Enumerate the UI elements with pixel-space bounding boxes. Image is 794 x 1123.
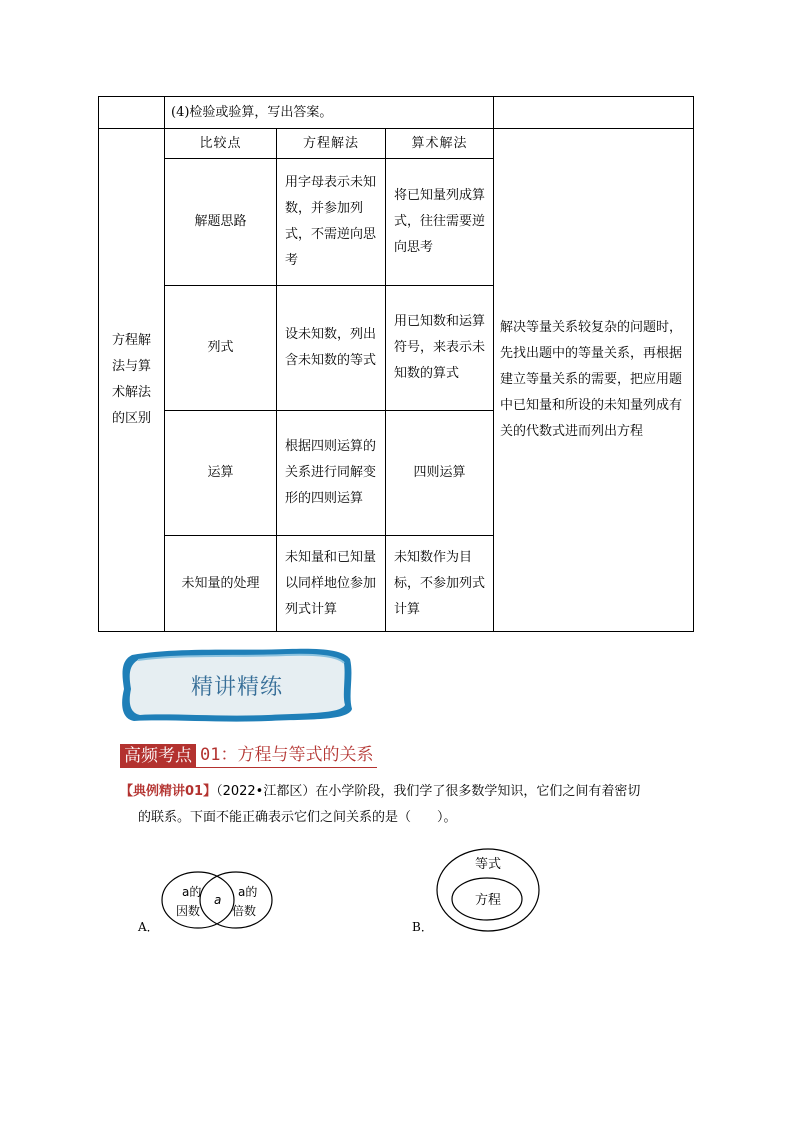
section-banner — [118, 645, 356, 725]
row-arithmetic: 未知数作为目标，不参加列式计算 — [386, 536, 494, 632]
note-text: 解决等量关系较复杂的问题时，先找出题中的等量关系，再根据建立等量关系的需要，把应用题中已知量和所设的未知量列成有关的代数式进而列出方程 — [500, 320, 683, 439]
option-b-label[interactable]: B． — [412, 920, 433, 934]
group-label-cell — [99, 129, 165, 632]
option-a-label[interactable]: A． — [138, 920, 159, 934]
comparison-table — [98, 96, 694, 632]
hotpoint-title: 01：方程与等式的关系 — [196, 743, 377, 768]
empty-cell — [494, 97, 694, 129]
empty-cell — [99, 97, 165, 129]
row-equation: 未知量和已知量以同样地位参加列式计算 — [277, 536, 386, 632]
option-b-nested-diagram — [434, 846, 542, 934]
venn-left-line1: a的 — [182, 885, 202, 899]
example-text1: （2022•江都区）在小学阶段，我们学了很多数学知识，它们之间有着密切 — [216, 784, 641, 799]
row-equation: 用字母表示未知数，并参加列式，不需逆向思考 — [277, 159, 386, 286]
group-label: 方程解法与算术解法的区别 — [111, 333, 151, 426]
step4-cell — [165, 97, 494, 129]
row-arithmetic: 用已知数和运算符号，来表示未知数的算式 — [386, 286, 494, 411]
inner-label: 方程 — [475, 893, 502, 908]
banner-title: 精讲精练 — [190, 674, 283, 700]
example-question — [120, 779, 720, 831]
step4-text: (4)检验或验算，写出答案。 — [171, 104, 333, 120]
venn-right-line1: a的 — [238, 885, 258, 899]
row-equation: 根据四则运算的关系进行同解变形的四则运算 — [277, 411, 386, 536]
row-point: 运算 — [165, 411, 277, 536]
hotpoint-heading — [120, 742, 377, 768]
row-arithmetic: 将已知量列成算式，往往需要逆向思考 — [386, 159, 494, 286]
venn-left-line2: 因数 — [176, 904, 201, 918]
header-equation: 方程解法 — [277, 129, 386, 159]
outer-label: 等式 — [475, 857, 502, 872]
row-point: 解题思路 — [165, 159, 277, 286]
option-a-venn-diagram — [160, 868, 280, 932]
row-arithmetic: 四则运算 — [386, 411, 494, 536]
header-arithmetic: 算术解法 — [386, 129, 494, 159]
row-equation: 设未知数，列出含未知数的等式 — [277, 286, 386, 411]
row-point: 未知量的处理 — [165, 536, 277, 632]
hotpoint-label: 高频考点 — [120, 744, 196, 768]
venn-center: a — [214, 893, 222, 907]
example-tag: 【典例精讲01】 — [120, 784, 217, 799]
venn-right-line2: 倍数 — [232, 904, 257, 918]
row-point: 列式 — [165, 286, 277, 411]
header-compare: 比较点 — [165, 129, 277, 159]
example-line2: 的联系。下面不能正确表示它们之间关系的是（ ）。 — [138, 810, 457, 825]
note-cell — [494, 129, 694, 632]
example-line1 — [120, 779, 720, 805]
